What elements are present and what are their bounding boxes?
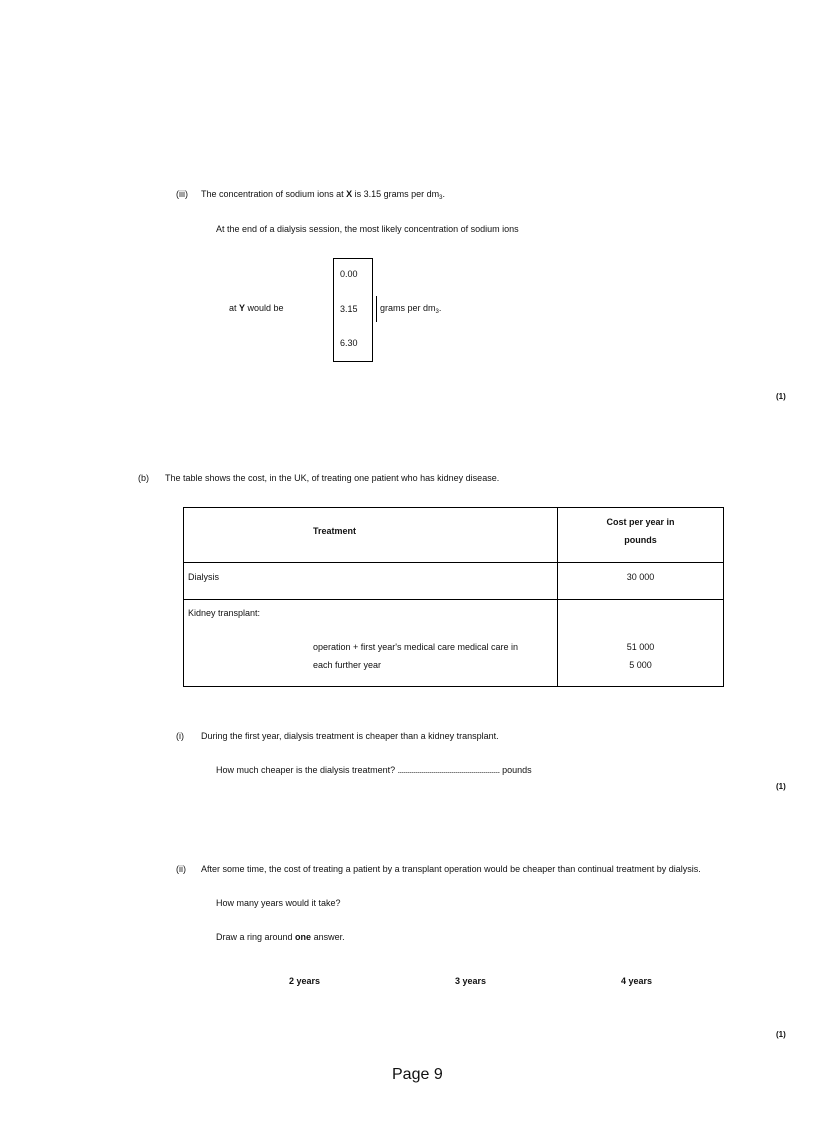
table-row: [184, 600, 724, 687]
header-cost-cell: [558, 508, 724, 563]
row-dialysis-cost: 30 000: [626, 572, 655, 582]
question-ii-question: How many years would it take?: [216, 898, 341, 908]
question-iii-line2: At the end of a dialysis session, the most likely concentration of sodium ions: [216, 224, 519, 234]
question-i-answer-line: How much cheaper is the dialysis treatment? ................................................... pounds: [216, 765, 532, 775]
marks-i: (1): [776, 782, 786, 791]
choice-4-years[interactable]: 4 years: [621, 976, 653, 986]
row-transplant-cost-1: 51 000: [626, 642, 655, 652]
choice-2-years[interactable]: 2 years: [289, 976, 321, 986]
part-b-label: (b): [138, 473, 149, 483]
question-ii-label: (ii): [176, 864, 186, 874]
row-transplant-cost-cell: [558, 600, 724, 687]
header-treatment: Treatment: [313, 526, 357, 536]
option-6-30[interactable]: 6.30: [340, 338, 358, 348]
header-cost-line2: pounds: [624, 535, 657, 545]
row-transplant-label: Kidney transplant:: [188, 608, 261, 618]
unit-divider: [376, 296, 377, 322]
table-row: [184, 563, 724, 600]
row-dialysis-label: Dialysis: [188, 572, 220, 582]
row-transplant-desc-2: each further year: [313, 660, 382, 670]
choice-3-years[interactable]: 3 years: [455, 976, 487, 986]
row-dialysis-cost-cell: [558, 563, 724, 600]
question-iii-text: The concentration of sodium ions at X is 3.15 grams per $dm_3$.: [201, 189, 446, 201]
question-ii-text: After some time, the cost of treating a patient by a transplant operation would be cheaper than continual treatment by dialysis.: [201, 864, 701, 874]
question-iii-at-y: at Y would be: [229, 303, 284, 313]
question-i-text: During the first year, dialysis treatment is cheaper than a kidney transplant.: [201, 731, 499, 741]
page-number: Page 9: [392, 1066, 443, 1083]
option-0-00[interactable]: 0.00: [340, 269, 358, 279]
part-b-intro: The table shows the cost, in the UK, of treating one patient who has kidney disease.: [165, 473, 500, 483]
answer-input-dots[interactable]: ...................................................: [397, 765, 500, 775]
row-transplant-cost-2: 5 000: [629, 660, 652, 670]
unit-label: grams per $dm_3$.: [380, 303, 442, 315]
marks-ii: (1): [776, 1030, 786, 1039]
concentration-options-box: [333, 258, 373, 362]
question-ii-instruction: Draw a ring around one answer.: [216, 932, 345, 942]
header-cost-line1: Cost per year in: [606, 517, 675, 527]
option-3-15[interactable]: 3.15: [340, 304, 358, 314]
row-transplant-desc-1: operation + first year's medical care medical care in: [313, 642, 519, 652]
row-dialysis-label-cell: [184, 563, 558, 600]
marks-iii: (1): [776, 392, 786, 401]
question-i-label: (i): [176, 731, 184, 741]
question-iii-label: (iii): [176, 189, 188, 199]
cost-table: [183, 507, 724, 687]
header-treatment-cell: [184, 508, 558, 563]
row-transplant-label-cell: [184, 600, 558, 687]
